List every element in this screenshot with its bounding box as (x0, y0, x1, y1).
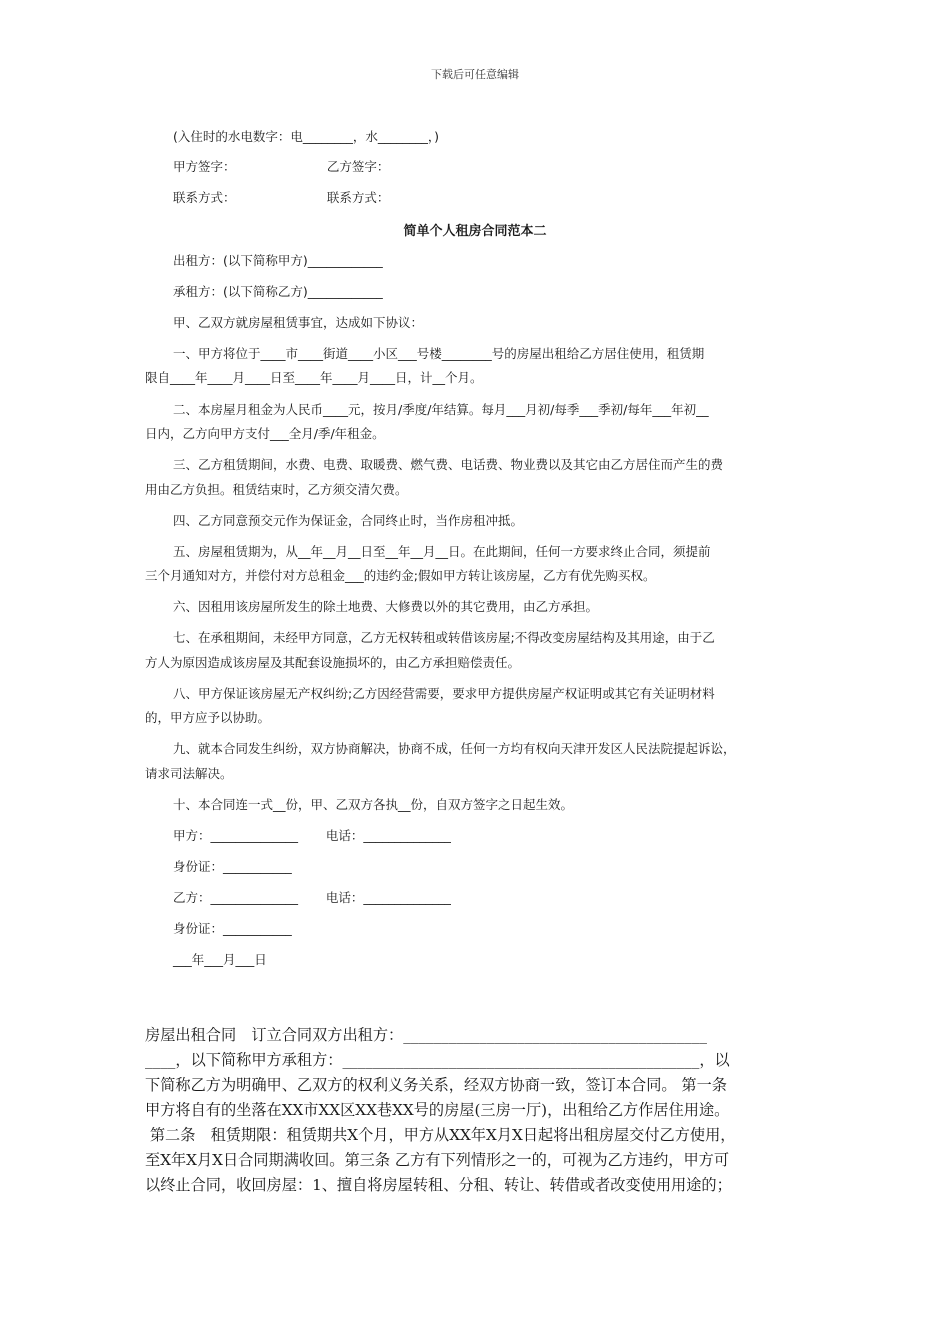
clause-10: 十、本合同连一式__份，甲、乙双方各执__份，自双方签字之日起生效。 (173, 797, 574, 812)
clause-7-line-2: 方人为原因造成该房屋及其配套设施损坏的，由乙方承担赔偿责任。 (145, 655, 521, 670)
clause-9-line-2: 请求司法解决。 (145, 766, 233, 781)
party-b-signature: 乙方：______________ 电话：______________ (173, 890, 451, 905)
lessee-line: 承租方：(以下简称乙方)____________ (173, 284, 383, 299)
party-b-id: 身份证：___________ (173, 921, 292, 936)
clause-2-line-1: 二、本房屋月租金为人民币____元，按月/季度/年结算。每月___月初/每季___季初/每年___年初__ (173, 402, 709, 417)
rental-contract-line-2: ____，以下简称甲方承租方：_______________________________________________，以 (145, 1051, 730, 1069)
clause-1-line-2: 限自____年____月____日至____年____月____日，计__个月。 (145, 370, 483, 385)
clause-9-line-1: 九、就本合同发生纠纷，双方协商解决，协商不成，任何一方均有权向天津开发区人民法院提起诉讼， (173, 741, 736, 756)
clause-3-line-2: 用由乙方负担。租赁结束时，乙方须交清欠费。 (145, 482, 408, 497)
clause-5-line-1: 五、房屋租赁期为，从__年__月__日至__年__月__日。在此期间，任何一方要求终止合同，须提前 (173, 544, 711, 559)
party-a-id: 身份证：___________ (173, 859, 292, 874)
clause-4: 四、乙方同意预交元作为保证金，合同终止时，当作房租冲抵。 (173, 513, 524, 528)
clause-5-line-2: 三个月通知对方，并偿付对方总租金___的违约金;假如甲方转让该房屋，乙方有优先购买权。 (145, 568, 656, 583)
rental-contract-line-7: 以终止合同，收回房屋：1、擅自将房屋转租、分租、转让、转借或者改变使用用途的； (145, 1176, 732, 1194)
rental-contract-line-3: 下简称乙方为明确甲、乙双方的权利义务关系，经双方协商一致，签订本合同。 第一条 (145, 1076, 727, 1094)
clause-8-line-2: 的，甲方应予以协助。 (145, 710, 271, 725)
rental-contract-line-5: 第二条 租赁期限：租赁期共X个月，甲方从XX年X月X日起将出租房屋交付乙方使用， (145, 1126, 736, 1144)
page-header: 下载后可任意编辑 (431, 68, 519, 81)
rental-contract-line-4: 甲方将自有的坐落在XX市XX区XX巷XX号的房屋(三房一厅)，出租给乙方作居住用途。 (145, 1101, 730, 1119)
party-a-signature: 甲方：______________ 电话：______________ (173, 828, 451, 843)
contact-line: 联系方式： 联系方式： (173, 190, 390, 205)
contract-title: 简单个人租房合同范本二 (403, 224, 547, 239)
signing-date: ___年___月___日 (173, 952, 267, 967)
clause-2-line-2: 日内，乙方向甲方支付___全月/季/年租金。 (145, 426, 385, 441)
clause-3-line-1: 三、乙方租赁期间，水费、电费、取暖费、燃气费、电话费、物业费以及其它由乙方居住而产生的费 (173, 457, 724, 472)
clause-8-line-1: 八、甲方保证该房屋无产权纠纷;乙方因经营需要，要求甲方提供房屋产权证明或其它有关证明材料 (173, 686, 715, 701)
clause-7-line-1: 七、在承租期间，未经甲方同意，乙方无权转租或转借该房屋;不得改变房屋结构及其用途，由于乙 (173, 630, 715, 645)
agreement-intro: 甲、乙双方就房屋租赁事宜，达成如下协议： (173, 315, 424, 330)
rental-contract-line-6: 至X年X月X日合同期满收回。第三条 乙方有下列情形之一的，可视为乙方违约，甲方可 (145, 1151, 730, 1169)
signature-line: 甲方签字： 乙方签字： (173, 159, 390, 174)
clause-6: 六、因租用该房屋所发生的除土地费、大修费以外的其它费用，由乙方承担。 (173, 599, 599, 614)
rental-contract-line-1: 房屋出租合同 订立合同双方出租方：________________________________________ (145, 1026, 707, 1044)
clause-1-line-1: 一、甲方将位于____市____街道____小区___号楼________号的房屋出租给乙方居住使用，租赁期 (173, 346, 705, 361)
lessor-line: 出租方：(以下简称甲方)____________ (173, 253, 383, 268)
utility-readings-line: (入住时的水电数字：电________，水________，) (173, 129, 440, 144)
